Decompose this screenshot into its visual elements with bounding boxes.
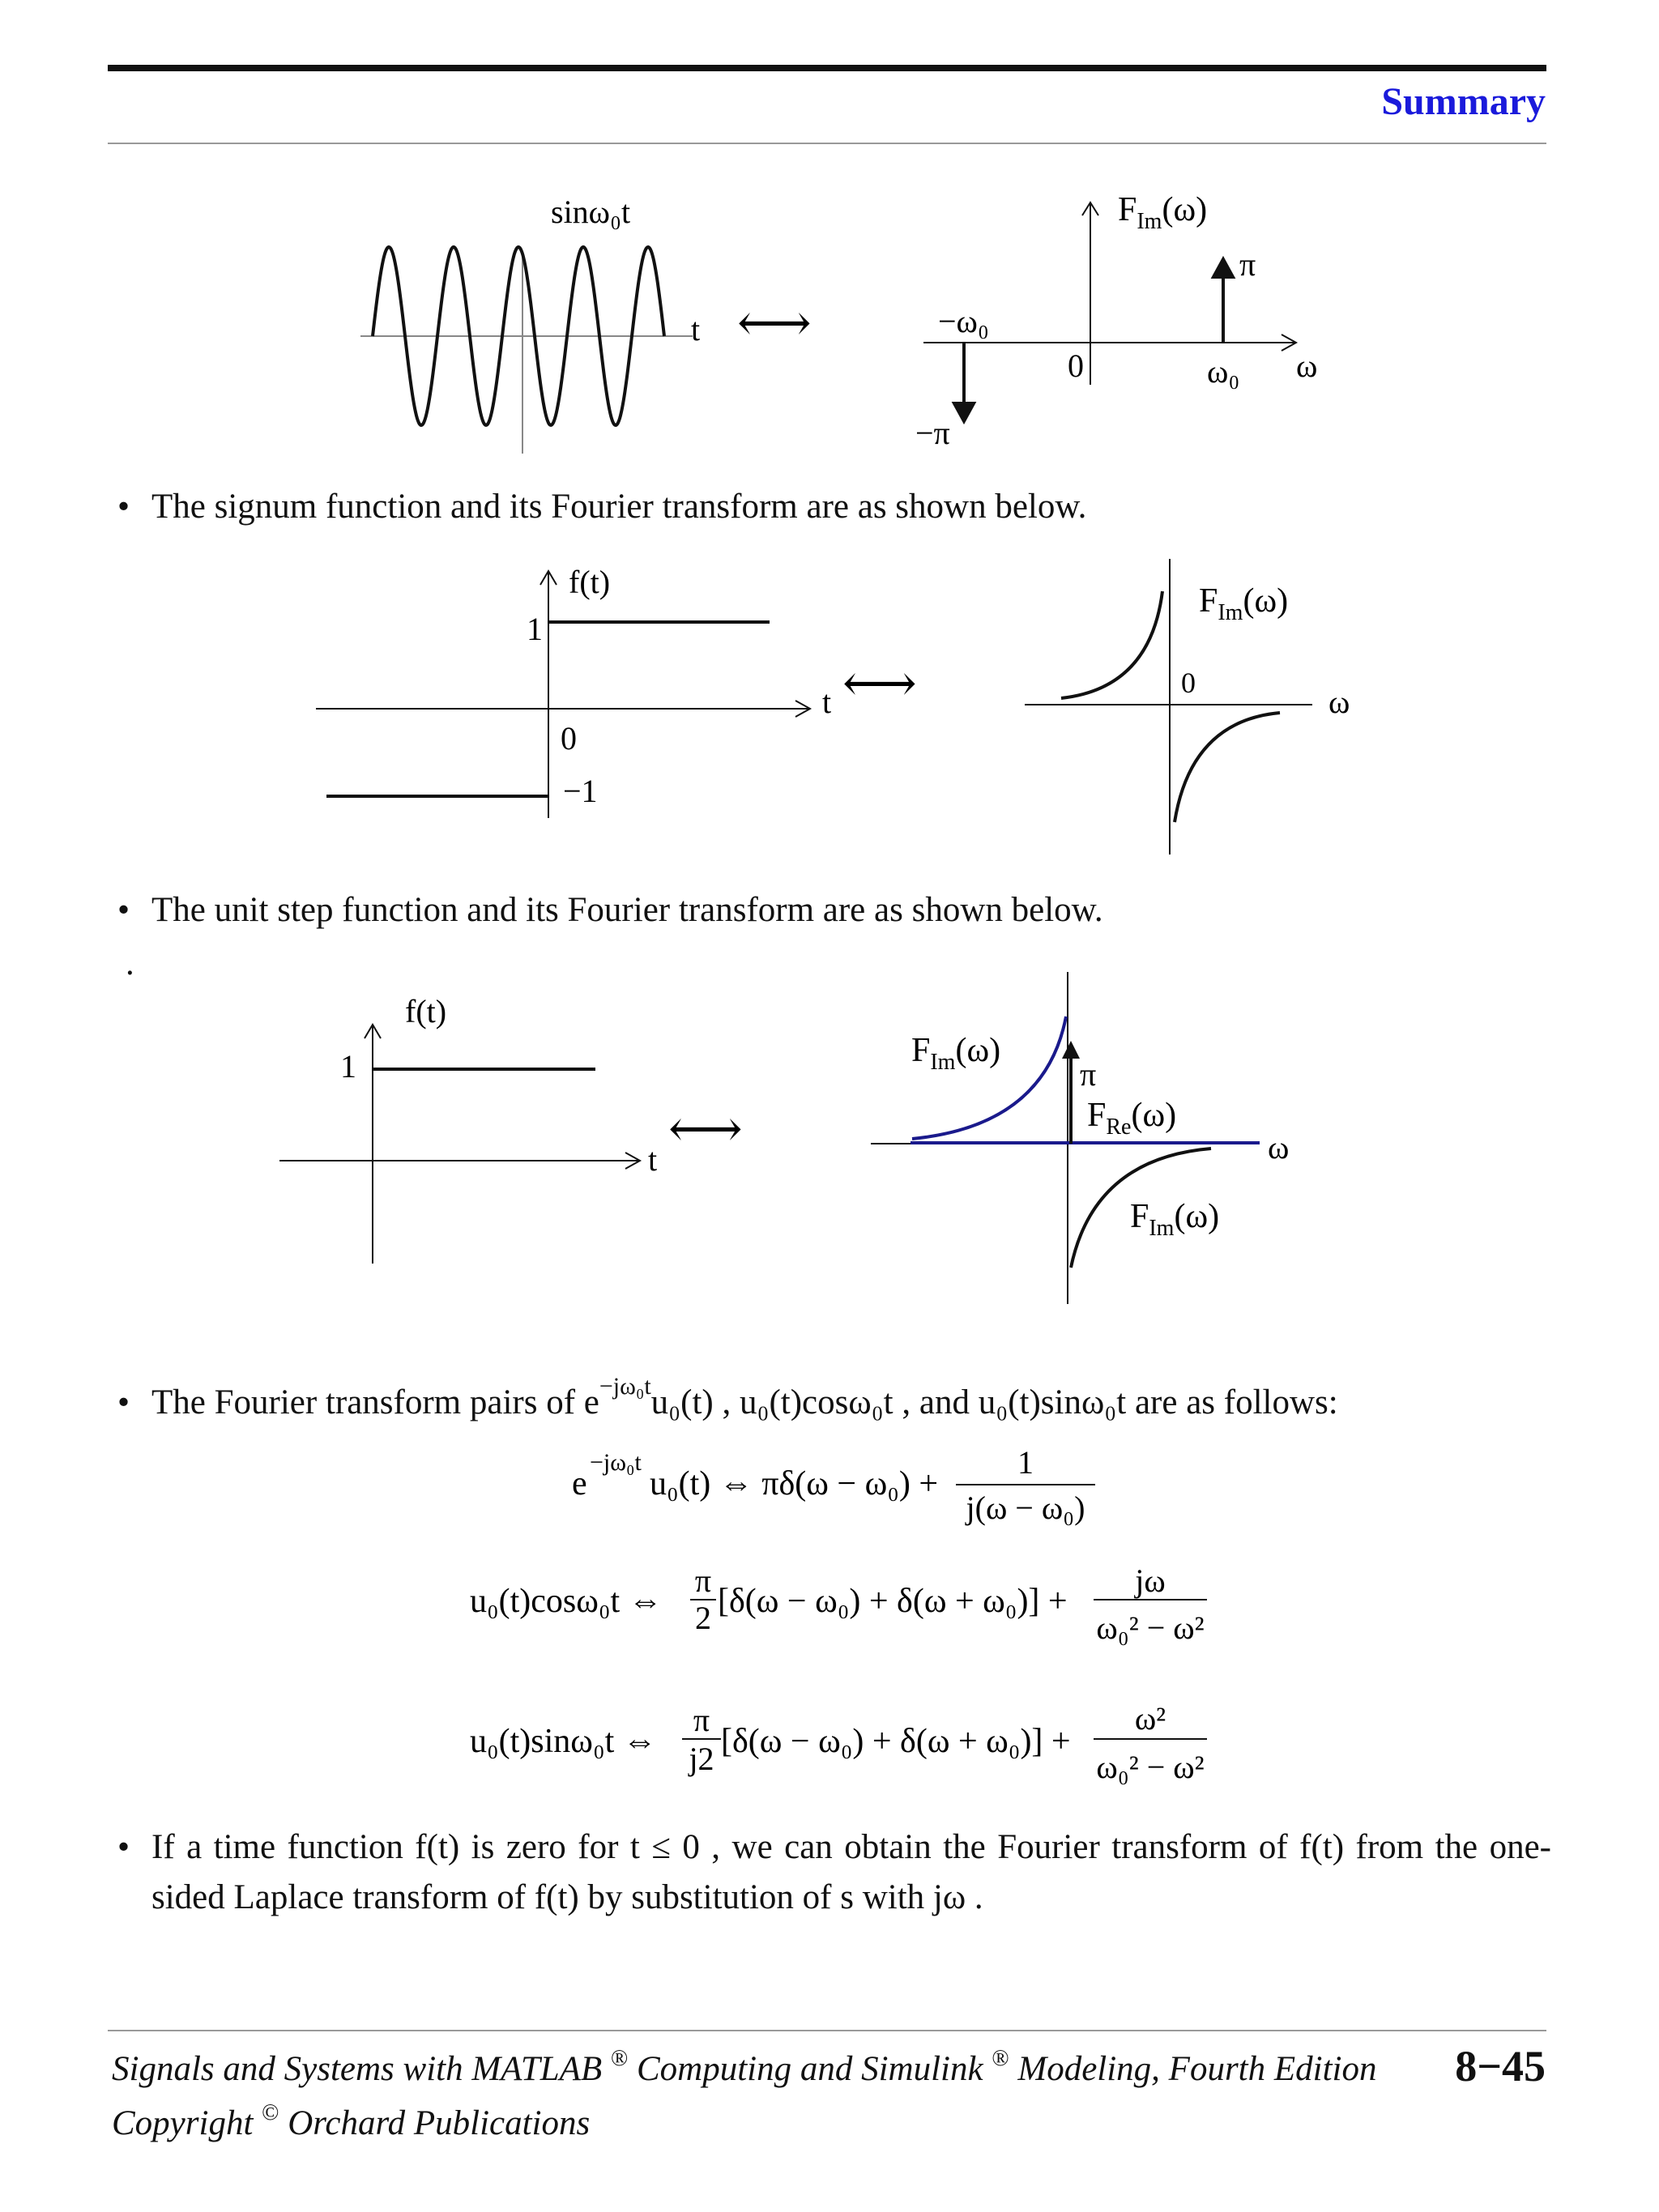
eq3-middle: [δ(ω − ω₀) + δ(ω + ω₀)] + <box>721 1723 1071 1760</box>
sine-t-label: t <box>691 311 701 347</box>
header-rule-thick <box>108 65 1546 71</box>
eq3-denominator: ω₀² − ω² <box>1096 1749 1205 1785</box>
eq2-pi-den: 2 <box>695 1600 711 1636</box>
eq2-numerator: jω <box>1135 1562 1166 1599</box>
eq2-middle: [δ(ω − ω₀) + δ(ω + ω₀)] + <box>718 1583 1068 1620</box>
bullet-unit-step: • The unit step function and its Fourier transform are as shown below. <box>117 891 1103 929</box>
zero-label: 0 <box>1068 347 1084 384</box>
eq2-lhs: u₀(t)cosω₀t ⇔ <box>470 1583 663 1620</box>
bullet-laplace: • If a time function f(t) is zero for t ≤ 0 , we can obtain the Fourier transform of f(t) from the one-sided Laplace transform of f(t) by substitution of s with jω . <box>117 1828 1551 1916</box>
sine-label: sinω₀t <box>551 194 631 230</box>
copyright: Copyright © Orchard Publications <box>112 2100 591 2142</box>
bullet-transform-pairs: • The Fourier transform pairs of $e^{-j\omega_0t}u_0(t)$ , u₀(t)cosω₀t , and u₀(t)sinω₀t are as follows: <box>117 1373 1338 1421</box>
omega-label: ω <box>1296 347 1318 384</box>
eq1-numerator: 1 <box>1017 1444 1034 1481</box>
step-t-label: t <box>648 1141 658 1178</box>
eq3-pi-den: j2 <box>689 1741 714 1777</box>
step-f-label: f(t) <box>405 993 447 1029</box>
eq3-numerator: ω² <box>1134 1700 1166 1737</box>
signum-one-label: 1 <box>527 611 543 647</box>
eq3-lhs: u₀(t)sinω₀t ⇔ <box>470 1723 657 1760</box>
figure-signum <box>0 559 1659 867</box>
step-F-im-lower-title: $F_{Im}(\omega)$ <box>1130 1198 1220 1241</box>
transform-equations <box>0 1438 1659 1794</box>
eq1-lhs-base: e <box>572 1465 587 1502</box>
pos-w0-label: ω₀ <box>1207 353 1240 390</box>
signum-F-right-branch <box>1175 713 1280 822</box>
eq1-lhs-rest: u₀(t) ⇔ πδ(ω − ω₀) + <box>650 1465 939 1502</box>
figure-sine-transform <box>0 178 1659 470</box>
footer-rule <box>108 2030 1546 2031</box>
signum-F-omega-label: ω <box>1328 684 1350 720</box>
signum-F-zero-label: 0 <box>1181 667 1196 699</box>
impulse-minus-pi-head <box>954 403 974 421</box>
stray-dot: . <box>126 944 134 982</box>
step-F-im-upper-title: $F_{Im}(\omega)$ <box>911 1032 1001 1075</box>
bullet-signum: • The signum function and its Fourier transform are as shown below. <box>117 488 1087 526</box>
eq3-pi-num: π <box>693 1702 710 1738</box>
header-rule-thin <box>108 143 1546 144</box>
book-title: Signals and Systems with MATLAB ® Computing and Simulink ® Modeling, Fourth Edition <box>112 2046 1377 2088</box>
signum-t-label: t <box>822 684 832 720</box>
eq1-lhs-exponent: −jω₀t <box>590 1449 642 1476</box>
signum-pair-arrow: ⟷ <box>842 654 917 712</box>
step-F-omega-label: ω <box>1268 1129 1290 1166</box>
signum-neg-one-label: −1 <box>563 773 598 809</box>
section-title: Summary <box>1381 80 1546 123</box>
step-one-label: 1 <box>340 1048 356 1085</box>
signum-f-label: f(t) <box>569 564 611 600</box>
page-number: 8−45 <box>1455 2042 1546 2091</box>
transform-pair-arrow: ⟷ <box>737 294 812 352</box>
F-im-title: $F_{Im}(\omega)$ <box>1118 191 1208 234</box>
neg-pi-label: −π <box>915 415 950 451</box>
signum-F-left-branch <box>1061 591 1162 698</box>
step-F-pi-label: π <box>1080 1056 1097 1093</box>
signum-zero-label: 0 <box>561 720 577 757</box>
eq2-denominator: ω₀² − ω² <box>1096 1609 1205 1646</box>
impulse-plus-pi-head <box>1213 259 1233 277</box>
figure-unit-step <box>0 972 1659 1312</box>
pi-label: π <box>1239 246 1256 283</box>
eq1-denominator: j(ω − ω₀) <box>966 1490 1085 1526</box>
step-F-re-impulse-head <box>1062 1041 1080 1059</box>
neg-w0-label: −ω₀ <box>938 303 989 339</box>
signum-F-title: $F_{Im}(\omega)$ <box>1199 582 1289 625</box>
eq2-pi-num: π <box>694 1562 712 1599</box>
step-F-re-title: $F_{Re}(\omega)$ <box>1087 1097 1177 1140</box>
step-pair-arrow: ⟷ <box>668 1100 743 1157</box>
